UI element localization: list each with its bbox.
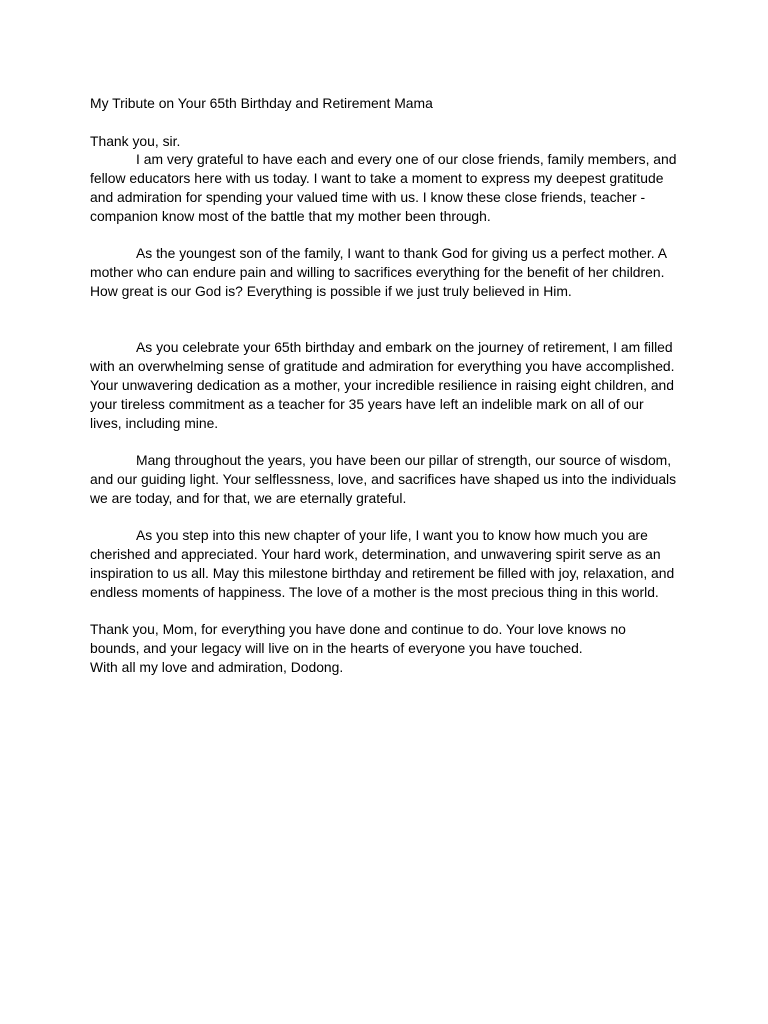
paragraph-pillar-of-strength: Mang throughout the years, you have been our pillar of strength, our source of wisdom, and our guiding light. Your selflessness, love, and sacrifices have shaped us into the individuals we are today, and for that, we are eternally grateful. — [90, 452, 677, 506]
paragraph-youngest-son: As the youngest son of the family, I want to thank God for giving us a perfect mother. A mother who can endure pain and willing to sacrifices everything for the benefit of her children. How great is our God is? Everything is possible if we just truly believed in Him. — [90, 245, 667, 299]
paragraph-gratitude: I am very grateful to have each and every one of our close friends, family members, and fellow educators here with us today. I want to take a moment to express my deepest gratitude and admiration for spending your valued time with us. I know these close friends, teacher - companion know most of the battle that my mother been through. — [90, 151, 677, 224]
paragraph-celebration: As you celebrate your 65th birthday and embark on the journey of retirement, I am filled with an overwhelming sense of gratitude and admiration for everything you have accomplished. Your unwavering dedication as a mother, your incredible resilience in raising eight children, and your tireless commitment as a teacher for 35 years have left an indelible mark on all of our lives, including mine. — [90, 339, 675, 431]
signoff: With all my love and admiration, Dodong. — [90, 658, 344, 675]
paragraph-thank-you-mom: Thank you, Mom, for everything you have done and continue to do. Your love knows no bounds, and your legacy will live on in the hearts of everyone you have touched. — [90, 621, 626, 657]
opening-line: Thank you, sir. — [90, 132, 181, 149]
document-title: My Tribute on Your 65th Birthday and Retirement Mama — [90, 95, 433, 111]
paragraph-new-chapter: As you step into this new chapter of your life, I want you to know how much you are cherished and appreciated. Your hard work, determination, and unwavering spirit serve as an inspiration to us all. May this milestone birthday and retirement be filled with joy, relaxation, and endless moments of happiness. The love of a mother is the most precious thing in this world. — [90, 527, 675, 600]
